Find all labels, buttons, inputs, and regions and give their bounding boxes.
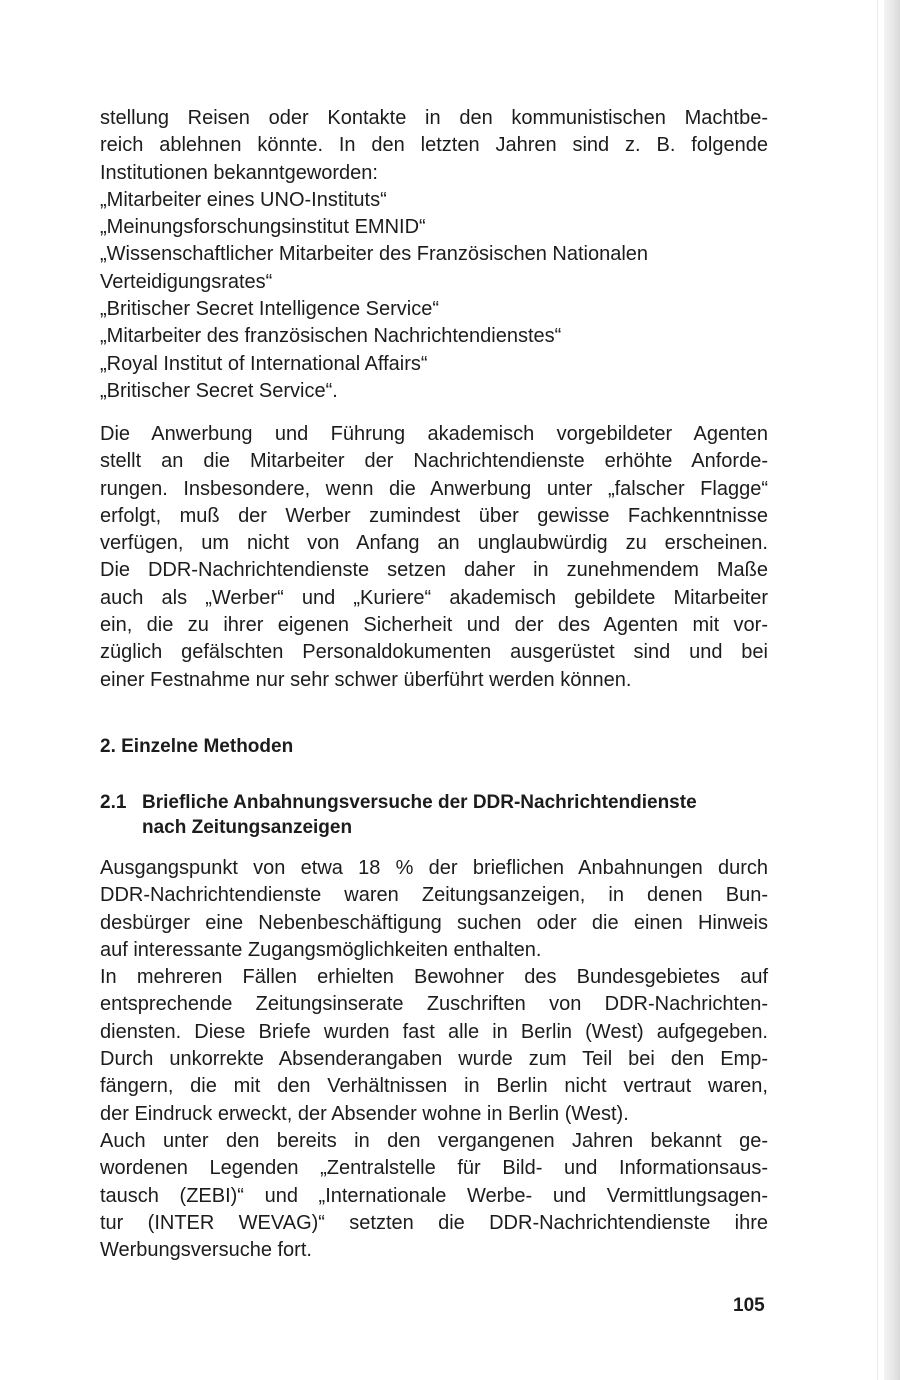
text-line: diensten. Diese Briefe wurden fast alle in Berlin (West) aufgegeben. (100, 1020, 768, 1043)
paragraph-recruitment (100, 421, 768, 694)
page-edge-shadow (884, 0, 900, 1380)
text-line: Die DDR-Nachrichtendienste setzen daher in zunehmendem Maße (100, 559, 768, 582)
list-item: „Wissenschaftlicher Mitarbeiter des Französischen Nationalen (100, 243, 649, 266)
text-line: desbürger eine Nebenbeschäftigung suchen oder die einen Hinweis (100, 911, 768, 934)
paragraph-newspaper-ads (100, 855, 768, 1264)
text-line: tausch (ZEBI)“ und „Internationale Werbe- und Vermittlungsagen- (100, 1184, 768, 1207)
text-line: der Eindruck erweckt, der Absender wohne in Berlin (West). (100, 1102, 629, 1125)
subsection-title-line: Briefliche Anbahnungsversuche der DDR-Nachrichtendienste (142, 792, 697, 813)
text-line: In mehreren Fällen erhielten Bewohner des Bundesgebietes auf (100, 966, 768, 989)
text-line: entsprechende Zeitungsinserate Zuschriften von DDR-Nachrichten- (100, 993, 768, 1016)
text-line: DDR-Nachrichtendienste waren Zeitungsanzeigen, in denen Bun- (100, 884, 768, 907)
list-item: „Britischer Secret Intelligence Service“ (100, 298, 440, 321)
text-line: züglich gefälschten Personaldokumenten ausgerüstet sind und bei (100, 641, 768, 664)
list-item: „Mitarbeiter eines UNO-Instituts“ (100, 188, 387, 211)
text-line: ein, die zu ihrer eigenen Sicherheit und der des Agenten mit vor- (100, 614, 768, 637)
text-line: Durch unkorrekte Absenderangaben wurde zum Teil bei den Emp- (100, 1048, 768, 1071)
text-line: Institutionen bekanntgeworden: (100, 161, 378, 184)
text-line: einer Festnahme nur sehr schwer überführt werden können. (100, 668, 632, 691)
section-heading: 2. Einzelne Methoden (100, 736, 294, 757)
paragraph-institutions (100, 105, 768, 405)
subsection-title-line: nach Zeitungsanzeigen (142, 817, 353, 838)
page-number: 105 (733, 1295, 765, 1316)
text-line: fängern, die mit den Verhältnissen in Berlin nicht vertraut waren, (100, 1075, 768, 1098)
text-line: reich ablehnen könnte. In den letzten Jahren sind z. B. folgende (100, 134, 768, 157)
subsection-number: 2.1 (100, 792, 127, 813)
text-line: erfolgt, muß der Werber zumindest über gewisse Fachkenntnisse (100, 504, 768, 527)
text-line: stellung Reisen oder Kontakte in den kommunistischen Machtbe- (100, 107, 768, 129)
text-line: auf interessante Zugangsmöglichkeiten enthalten. (100, 938, 542, 961)
text-line: auch als „Werber“ und „Kuriere“ akademisch gebildete Mitarbeiter (100, 586, 768, 609)
list-item: „Britischer Secret Service“. (100, 379, 338, 402)
text-line: tur (INTER WEVAG)“ setzten die DDR-Nachrichtendienste ihre (100, 1211, 768, 1234)
subsection-heading (100, 790, 760, 840)
text-line: Auch unter den bereits in den vergangenen Jahren bekannt ge- (100, 1129, 768, 1152)
list-item: Verteidigungsrates“ (100, 270, 273, 293)
text-line: Ausgangspunkt von etwa 18 % der brieflichen Anbahnungen durch (100, 857, 768, 879)
text-line: rungen. Insbesondere, wenn die Anwerbung unter „falscher Flagge“ (100, 477, 768, 500)
list-item: „Meinungsforschungsinstitut EMNID“ (100, 216, 426, 239)
text-line: Werbungsversuche fort. (100, 1239, 312, 1262)
text-line: Die Anwerbung und Führung akademisch vorgebildeter Agenten (100, 423, 768, 445)
text-line: verfügen, um nicht von Anfang an unglaubwürdig zu erscheinen. (100, 532, 768, 555)
list-item: „Mitarbeiter des französischen Nachrichtendienstes“ (100, 325, 562, 348)
page-edge-line (877, 0, 878, 1380)
text-line: stellt an die Mitarbeiter der Nachrichtendienste erhöhte Anforde- (100, 450, 768, 473)
text-line: wordenen Legenden „Zentralstelle für Bild- und Informationsaus- (100, 1157, 768, 1180)
list-item: „Royal Institut of International Affairs“ (100, 352, 428, 375)
